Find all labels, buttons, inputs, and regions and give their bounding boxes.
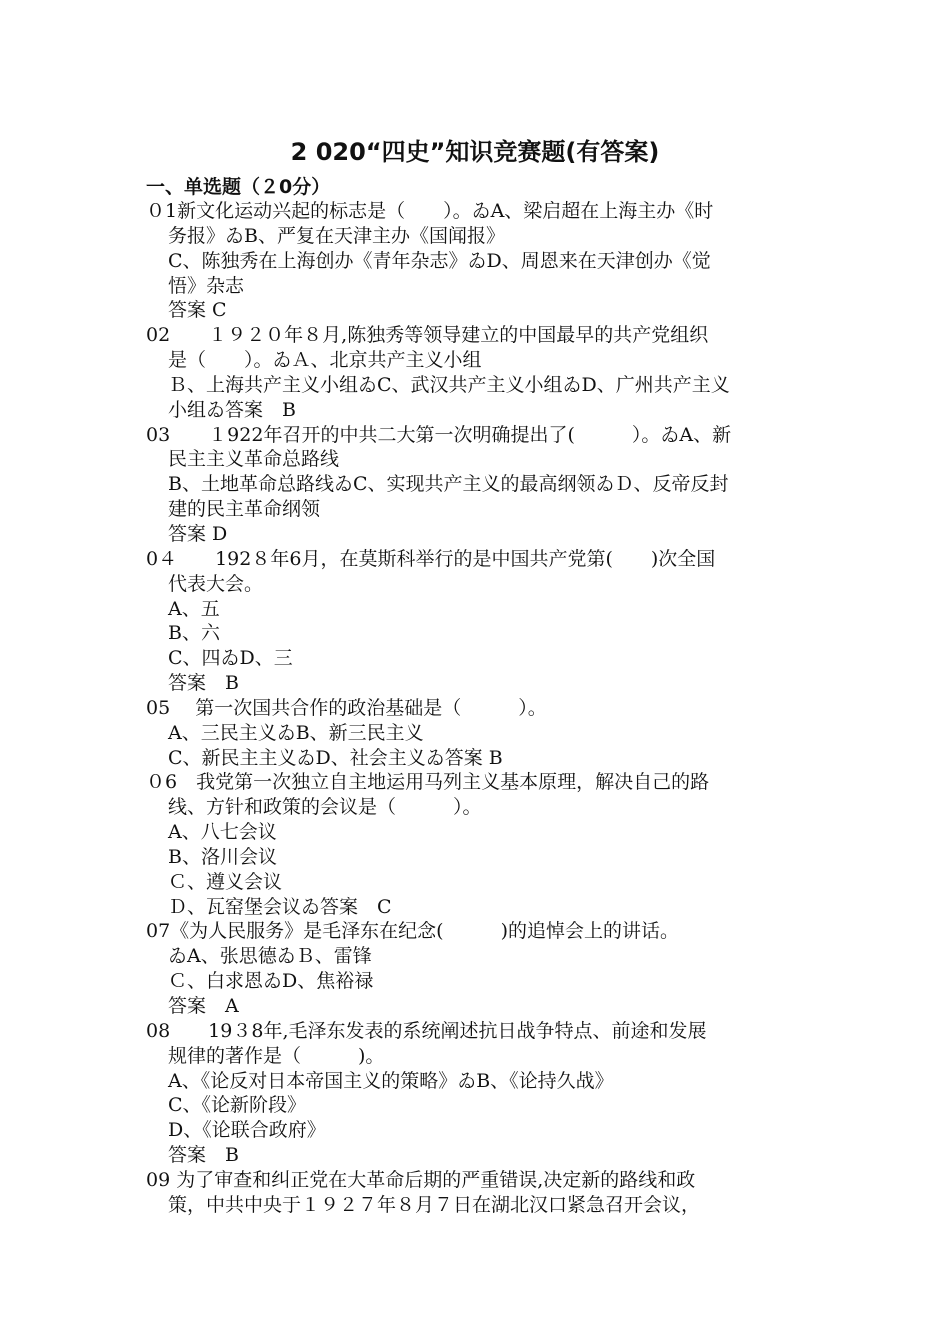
question-item [146,696,811,771]
question-line: 是（ ）。ゐＡ、北京共产主义小组 [168,349,482,372]
question-text: 07《为人民服务》是毛泽东在纪念( )的追悼会上的讲话。 [146,920,680,943]
question-line: C、陈独秀在上海创办《青年杂志》ゐD、周恩来在天津创办《觉 [168,249,711,272]
question-line: 线、方针和政策的会议是（ ）。 [168,796,482,819]
question-text: 0４ 192８年6月，在莫斯科举行的是中国共产党第( )次全国 [146,547,716,570]
question-line: Ｃ、白求恩ゐD、焦裕禄 [168,970,374,993]
question-line: B、洛川会议 [168,845,277,868]
question-line: A、三民主义ゐB、新三民主义 [168,721,424,744]
question-line: 答案 C [168,299,227,322]
question-item [146,1168,811,1218]
question-item [146,770,811,919]
question-line: 答案 B [168,1144,239,1167]
question-item [146,919,811,1018]
question-line: C、《论新阶段》 [168,1094,307,1117]
document-title: 2 020“四史”知识竞赛题(有答案) [290,138,660,166]
question-list [146,199,811,1218]
question-line: ゐA、张思德ゐＢ、雷锋 [168,945,372,968]
section-heading: 一、单选题（２0分） [146,176,331,198]
question-line: A、《论反对日本帝国主义的策略》ゐB、《论持久战》 [168,1069,614,1092]
question-line: 民主主义革命总路线 [168,448,340,471]
question-line: Ｂ、上海共产主义小组ゐC、武汉共产主义小组ゐD、广州共产主义 [168,373,730,396]
question-line: 建的民主革命纲领 [168,498,321,521]
question-line: C、新民主主义ゐD、社会主义ゐ答案 B [168,746,503,769]
question-item [146,199,811,323]
question-line: 务报》ゐB、严复在天津主办《国闻报》 [168,224,505,247]
question-item [146,423,811,547]
question-line: B、六 [168,622,220,645]
question-line: 答案 D [168,522,228,545]
question-line: 答案 A [168,995,239,1017]
question-line: 策，中共中央于１９２７年８月７日在湖北汉口紧急召开会议， [168,1193,701,1216]
question-line: 代表大会。 [168,572,264,595]
question-text: ０6 我党第一次独立自主地运用马列主义基本原理，解决自己的路 [146,771,710,794]
question-text: 02 １９２０年８月,陈独秀等领导建立的中国最早的共产党组织 [146,324,709,347]
question-line: A、八七会议 [168,821,277,844]
question-text: 09 为了审查和纠正党在大革命后期的严重错误,决定新的路线和政 [146,1168,696,1191]
question-text: 05 第一次国共合作的政治基础是（ ）。 [146,696,547,719]
question-line: D、《论联合政府》 [168,1119,326,1142]
question-text: ０1新文化运动兴起的标志是（ ）。ゐA、梁启超在上海主办《时 [146,200,714,222]
question-text: 03 １922年召开的中共二大第一次明确提出了( ）。ゐA、新 [146,423,732,446]
question-line: 悟》杂志 [168,274,245,297]
question-line: 小组ゐ答案 B [168,398,296,421]
question-item [146,323,811,422]
question-item [146,547,811,696]
question-line: 规律的著作是（ )。 [168,1044,385,1067]
question-line: B、土地革命总路线ゐC、实现共产主义的最高纲领ゐＤ、反帝反封 [168,473,729,496]
question-line: A、五 [168,597,220,620]
question-item [146,1019,811,1168]
question-line: Ｃ、遵义会议 [168,870,283,893]
question-text: 08 19３8年,毛泽东发表的系统阐述抗日战争特点、前途和发展 [146,1019,707,1042]
question-line: 答案 B [168,672,239,695]
question-line: C、四ゐD、三 [168,647,293,670]
question-line: Ｄ、瓦窑堡会议ゐ答案 C [168,895,392,918]
